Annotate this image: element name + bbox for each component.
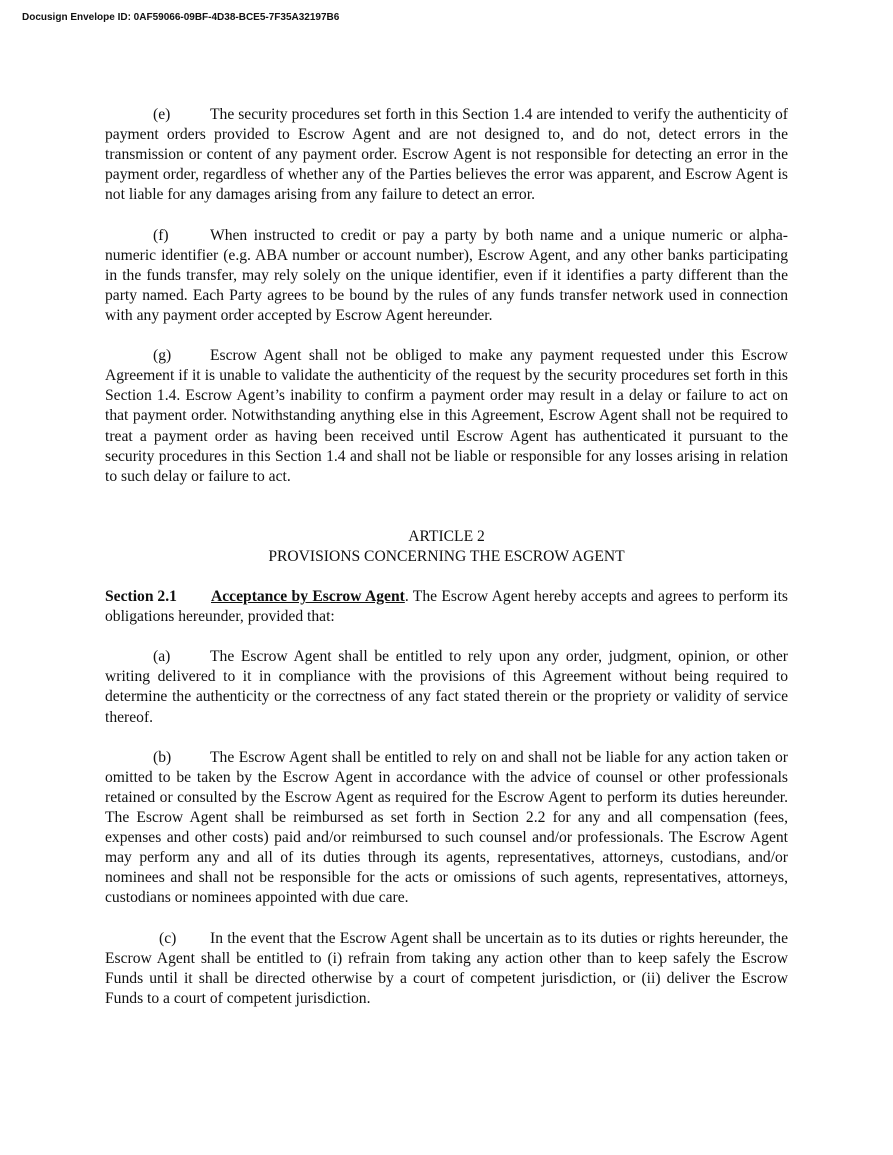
article-number: ARTICLE 2 (408, 527, 485, 545)
paragraph-marker: (a) (153, 648, 171, 666)
paragraph-a (105, 647, 788, 727)
article-heading (105, 527, 788, 567)
paragraph-text: In the event that the Escrow Agent shall be uncertain as to its duties or rights hereunder, the Escrow Agent shall be entitled to (i) refrain from taking any action other than to keep safely the Escrow Funds until it shall be directed otherwise by a court of competent jurisdiction, or (ii) deliver the Escrow Funds to a court of competent jurisdiction. (105, 929, 788, 1007)
section-label: Section 2.1 (105, 587, 177, 605)
docusign-envelope-id: Docusign Envelope ID: 0AF59066-09BF-4D38-BCE5-7F35A32197B6 (22, 12, 340, 23)
paragraph-marker: (c) (159, 929, 177, 947)
paragraph-e (105, 105, 788, 205)
paragraph-text: The Escrow Agent shall be entitled to rely on and shall not be liable for any action taken or omitted to be taken by the Escrow Agent in accordance with the advice of counsel or other professionals retained or consulted by the Escrow Agent as required for the Escrow Agent to perform its duties hereunder. The Escrow Agent shall be reimbursed as set forth in Section 2.2 for any and all compensation (fees, expenses and other costs) paid and/or reimbursed to such counsel and/or professionals. The Escrow Agent may perform any and all of its duties through its agents, representatives, attorneys, custodians, and/or nominees and shall not be responsible for the acts or omissions of such agents, representatives, attorneys, custodians or nominees appointed with due care. (105, 748, 788, 907)
article-title: PROVISIONS CONCERNING THE ESCROW AGENT (268, 547, 625, 565)
paragraph-c (105, 929, 788, 1009)
paragraph-g (105, 346, 788, 487)
paragraph-marker: (f) (153, 226, 169, 244)
paragraph-text: The security procedures set forth in this Section 1.4 are intended to verify the authenticity of payment orders provided to Escrow Agent and are not designed to, and do not, detect errors in the transmission or content of any payment order. Escrow Agent is not responsible for detecting an error in the payment order, regardless of whether any of the Parties believes the error was apparent, and Escrow Agent is not liable for any damages arising from any failure to detect an error. (105, 106, 788, 204)
paragraph-text: Escrow Agent shall not be obliged to make any payment requested under this Escrow Agreement if it is unable to validate the authenticity of the request by the security procedures set forth in this Section 1.4. Escrow Agent’s inability to confirm a payment order may result in a delay or failure to act on that payment order. Notwithstanding anything else in this Agreement, Escrow Agent shall not be required to treat a payment order as having been received until Escrow Agent has authenticated it pursuant to the security procedures in this Section 1.4 and shall not be liable or responsible for any losses arising in relation to such delay or failure to act. (105, 347, 788, 485)
paragraph-marker: (e) (153, 106, 171, 123)
paragraph-marker: (b) (153, 748, 172, 766)
paragraph-f (105, 226, 788, 326)
paragraph-marker: (g) (153, 347, 172, 365)
paragraph-text: When instructed to credit or pay a party by both name and a unique numeric or alpha-numeric identifier (e.g. ABA number or account number), Escrow Agent, and any other banks participating in the funds transfer, may rely solely on the unique identifier, even if it identifies a party different than the party named. Each Party agrees to be bound by the rules of any funds transfer network used in connection with any payment order accepted by Escrow Agent hereunder. (105, 226, 788, 324)
section-intro: . The Escrow Agent hereby accepts and agrees to perform its obligations hereunder, provided that: (105, 587, 788, 626)
section-2-1 (105, 587, 788, 627)
document-body (105, 105, 788, 1029)
section-title: Acceptance by Escrow Agent (211, 587, 405, 605)
paragraph-text: The Escrow Agent shall be entitled to rely upon any order, judgment, opinion, or other writing delivered to it in compliance with the provisions of this Agreement without being required to determine the authenticity or the correctness of any fact stated therein or the propriety or validity of service thereof. (105, 648, 788, 726)
paragraph-b (105, 748, 788, 909)
